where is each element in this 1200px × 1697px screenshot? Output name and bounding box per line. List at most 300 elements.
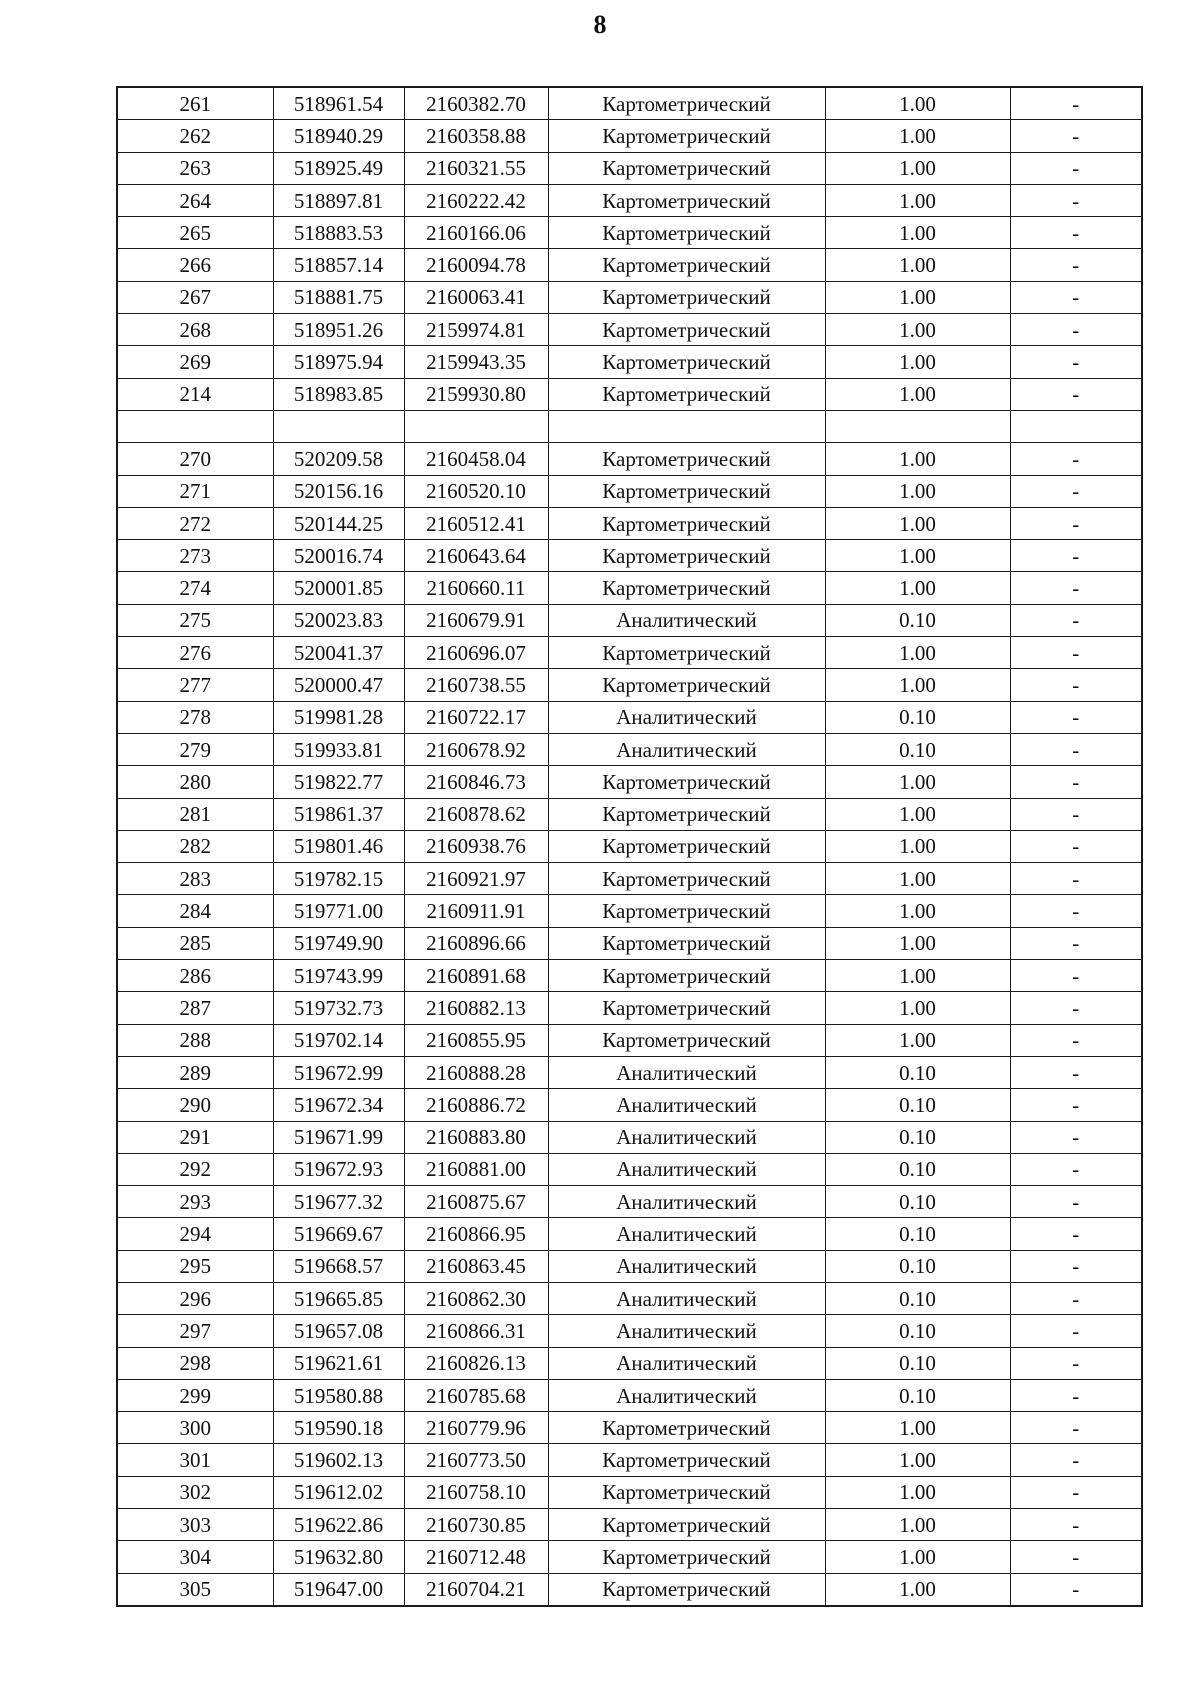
method-cell: Картометрический xyxy=(548,960,825,992)
accuracy-cell: 0.10 xyxy=(825,1379,1010,1411)
table-row xyxy=(117,798,1142,830)
point-number-cell: 287 xyxy=(117,992,273,1024)
method-cell: Картометрический xyxy=(548,1541,825,1573)
x-coordinate-cell: 518983.85 xyxy=(273,378,404,410)
point-number-cell: 276 xyxy=(117,637,273,669)
method-cell: Аналитический xyxy=(548,1218,825,1250)
method-cell: Картометрический xyxy=(548,249,825,281)
y-coordinate-cell: 2160911.91 xyxy=(404,895,548,927)
description-cell: - xyxy=(1010,1541,1142,1573)
x-coordinate-cell: 519671.99 xyxy=(273,1121,404,1153)
point-number-cell: 295 xyxy=(117,1250,273,1282)
y-coordinate-cell: 2160758.10 xyxy=(404,1476,548,1508)
y-coordinate-cell: 2160696.07 xyxy=(404,637,548,669)
table-row xyxy=(117,152,1142,184)
point-number-cell: 277 xyxy=(117,669,273,701)
accuracy-cell: 1.00 xyxy=(825,863,1010,895)
x-coordinate-cell: 519580.88 xyxy=(273,1379,404,1411)
point-number-cell: 304 xyxy=(117,1541,273,1573)
accuracy-cell: 0.10 xyxy=(825,604,1010,636)
method-cell: Аналитический xyxy=(548,1379,825,1411)
accuracy-cell: 1.00 xyxy=(825,1541,1010,1573)
description-cell: - xyxy=(1010,669,1142,701)
description-cell: - xyxy=(1010,830,1142,862)
y-coordinate-cell: 2160921.97 xyxy=(404,863,548,895)
point-number-cell: 275 xyxy=(117,604,273,636)
x-coordinate-cell: 518857.14 xyxy=(273,249,404,281)
table-row xyxy=(117,1218,1142,1250)
description-cell: - xyxy=(1010,1412,1142,1444)
accuracy-cell: 1.00 xyxy=(825,217,1010,249)
description-cell: - xyxy=(1010,701,1142,733)
y-coordinate-cell: 2160891.68 xyxy=(404,960,548,992)
description-cell: - xyxy=(1010,1476,1142,1508)
accuracy-cell: 1.00 xyxy=(825,314,1010,346)
point-number-cell: 271 xyxy=(117,475,273,507)
point-number-cell: 265 xyxy=(117,217,273,249)
x-coordinate-cell: 519677.32 xyxy=(273,1186,404,1218)
method-cell: Аналитический xyxy=(548,733,825,765)
method-cell: Картометрический xyxy=(548,378,825,410)
accuracy-cell: 0.10 xyxy=(825,1347,1010,1379)
description-cell: - xyxy=(1010,1218,1142,1250)
point-number-cell: 263 xyxy=(117,152,273,184)
point-number-cell: 274 xyxy=(117,572,273,604)
y-coordinate-cell: 2160883.80 xyxy=(404,1121,548,1153)
point-number-cell: 266 xyxy=(117,249,273,281)
x-coordinate-cell: 519647.00 xyxy=(273,1573,404,1606)
point-number-cell: 291 xyxy=(117,1121,273,1153)
point-number-cell: 279 xyxy=(117,733,273,765)
accuracy-cell: 1.00 xyxy=(825,992,1010,1024)
table-row xyxy=(117,249,1142,281)
coordinates-table-body xyxy=(117,87,1142,1606)
description-cell: - xyxy=(1010,1056,1142,1088)
y-coordinate-cell: 2160358.88 xyxy=(404,120,548,152)
point-number-cell: 290 xyxy=(117,1089,273,1121)
method-cell: Картометрический xyxy=(548,1509,825,1541)
description-cell: - xyxy=(1010,766,1142,798)
point-number-cell: 293 xyxy=(117,1186,273,1218)
table-row xyxy=(117,378,1142,410)
table-row xyxy=(117,1315,1142,1347)
x-coordinate-cell: 519632.80 xyxy=(273,1541,404,1573)
y-coordinate-cell: 2160862.30 xyxy=(404,1282,548,1314)
y-coordinate-cell: 2160886.72 xyxy=(404,1089,548,1121)
y-coordinate-cell: 2160846.73 xyxy=(404,766,548,798)
y-coordinate-cell: 2160722.17 xyxy=(404,701,548,733)
accuracy-cell: 1.00 xyxy=(825,1024,1010,1056)
accuracy-cell: 1.00 xyxy=(825,637,1010,669)
x-coordinate-cell: 518897.81 xyxy=(273,184,404,216)
description-cell: - xyxy=(1010,507,1142,539)
y-coordinate-cell: 2160878.62 xyxy=(404,798,548,830)
y-coordinate-cell: 2160896.66 xyxy=(404,927,548,959)
point-number-cell: 303 xyxy=(117,1509,273,1541)
description-cell: - xyxy=(1010,798,1142,830)
method-cell: Картометрический xyxy=(548,1573,825,1606)
method-cell: Картометрический xyxy=(548,830,825,862)
method-cell: Картометрический xyxy=(548,507,825,539)
description-cell: - xyxy=(1010,637,1142,669)
table-row xyxy=(117,1282,1142,1314)
point-number-cell: 294 xyxy=(117,1218,273,1250)
point-number-cell: 292 xyxy=(117,1153,273,1185)
description-cell: - xyxy=(1010,378,1142,410)
description-cell xyxy=(1010,410,1142,442)
y-coordinate-cell: 2160382.70 xyxy=(404,87,548,120)
x-coordinate-cell: 520016.74 xyxy=(273,540,404,572)
y-coordinate-cell: 2160321.55 xyxy=(404,152,548,184)
method-cell: Аналитический xyxy=(548,1089,825,1121)
point-number-cell: 284 xyxy=(117,895,273,927)
x-coordinate-cell: 520144.25 xyxy=(273,507,404,539)
table-row xyxy=(117,604,1142,636)
x-coordinate-cell: 519822.77 xyxy=(273,766,404,798)
method-cell: Аналитический xyxy=(548,1347,825,1379)
method-cell: Картометрический xyxy=(548,669,825,701)
method-cell: Картометрический xyxy=(548,184,825,216)
description-cell: - xyxy=(1010,540,1142,572)
method-cell: Аналитический xyxy=(548,1282,825,1314)
y-coordinate-cell: 2159930.80 xyxy=(404,378,548,410)
y-coordinate-cell: 2160512.41 xyxy=(404,507,548,539)
point-number-cell: 267 xyxy=(117,281,273,313)
accuracy-cell: 1.00 xyxy=(825,798,1010,830)
y-coordinate-cell: 2160660.11 xyxy=(404,572,548,604)
table-row xyxy=(117,1412,1142,1444)
y-coordinate-cell: 2160888.28 xyxy=(404,1056,548,1088)
table-row xyxy=(117,1186,1142,1218)
accuracy-cell: 1.00 xyxy=(825,895,1010,927)
x-coordinate-cell: 519749.90 xyxy=(273,927,404,959)
table-row xyxy=(117,281,1142,313)
method-cell: Картометрический xyxy=(548,540,825,572)
description-cell: - xyxy=(1010,572,1142,604)
x-coordinate-cell: 519602.13 xyxy=(273,1444,404,1476)
table-row xyxy=(117,346,1142,378)
y-coordinate-cell: 2160855.95 xyxy=(404,1024,548,1056)
point-number-cell: 273 xyxy=(117,540,273,572)
table-row xyxy=(117,895,1142,927)
accuracy-cell: 0.10 xyxy=(825,1218,1010,1250)
method-cell: Картометрический xyxy=(548,1024,825,1056)
accuracy-cell: 1.00 xyxy=(825,184,1010,216)
method-cell: Аналитический xyxy=(548,1315,825,1347)
point-number-cell: 296 xyxy=(117,1282,273,1314)
method-cell: Картометрический xyxy=(548,443,825,475)
description-cell: - xyxy=(1010,1250,1142,1282)
description-cell: - xyxy=(1010,217,1142,249)
point-number-cell: 305 xyxy=(117,1573,273,1606)
point-number-cell: 278 xyxy=(117,701,273,733)
accuracy-cell: 0.10 xyxy=(825,733,1010,765)
y-coordinate-cell: 2160678.92 xyxy=(404,733,548,765)
y-coordinate-cell: 2160882.13 xyxy=(404,992,548,1024)
y-coordinate-cell: 2160712.48 xyxy=(404,1541,548,1573)
method-cell: Аналитический xyxy=(548,604,825,636)
description-cell: - xyxy=(1010,346,1142,378)
accuracy-cell: 1.00 xyxy=(825,249,1010,281)
description-cell: - xyxy=(1010,281,1142,313)
y-coordinate-cell: 2159943.35 xyxy=(404,346,548,378)
x-coordinate-cell: 519590.18 xyxy=(273,1412,404,1444)
accuracy-cell: 1.00 xyxy=(825,1476,1010,1508)
table-row xyxy=(117,766,1142,798)
x-coordinate-cell: 519801.46 xyxy=(273,830,404,862)
x-coordinate-cell xyxy=(273,410,404,442)
accuracy-cell: 0.10 xyxy=(825,1186,1010,1218)
accuracy-cell xyxy=(825,410,1010,442)
x-coordinate-cell: 518940.29 xyxy=(273,120,404,152)
x-coordinate-cell: 519612.02 xyxy=(273,1476,404,1508)
x-coordinate-cell: 518975.94 xyxy=(273,346,404,378)
x-coordinate-cell: 520001.85 xyxy=(273,572,404,604)
point-number-cell: 297 xyxy=(117,1315,273,1347)
x-coordinate-cell: 519665.85 xyxy=(273,1282,404,1314)
y-coordinate-cell xyxy=(404,410,548,442)
method-cell: Аналитический xyxy=(548,1121,825,1153)
x-coordinate-cell: 519782.15 xyxy=(273,863,404,895)
y-coordinate-cell: 2160458.04 xyxy=(404,443,548,475)
x-coordinate-cell: 519933.81 xyxy=(273,733,404,765)
method-cell: Картометрический xyxy=(548,1476,825,1508)
method-cell: Картометрический xyxy=(548,863,825,895)
accuracy-cell: 0.10 xyxy=(825,1250,1010,1282)
y-coordinate-cell: 2160773.50 xyxy=(404,1444,548,1476)
y-coordinate-cell: 2160875.67 xyxy=(404,1186,548,1218)
description-cell: - xyxy=(1010,120,1142,152)
method-cell: Картометрический xyxy=(548,1412,825,1444)
y-coordinate-cell: 2160779.96 xyxy=(404,1412,548,1444)
table-row xyxy=(117,1379,1142,1411)
point-number-cell: 281 xyxy=(117,798,273,830)
method-cell: Картометрический xyxy=(548,87,825,120)
description-cell: - xyxy=(1010,1153,1142,1185)
x-coordinate-cell: 520023.83 xyxy=(273,604,404,636)
x-coordinate-cell: 519702.14 xyxy=(273,1024,404,1056)
method-cell xyxy=(548,410,825,442)
method-cell: Картометрический xyxy=(548,1444,825,1476)
x-coordinate-cell: 518881.75 xyxy=(273,281,404,313)
x-coordinate-cell: 519621.61 xyxy=(273,1347,404,1379)
description-cell: - xyxy=(1010,152,1142,184)
description-cell: - xyxy=(1010,1347,1142,1379)
table-row xyxy=(117,733,1142,765)
x-coordinate-cell: 519732.73 xyxy=(273,992,404,1024)
point-number-cell: 298 xyxy=(117,1347,273,1379)
point-number-cell: 262 xyxy=(117,120,273,152)
table-row xyxy=(117,184,1142,216)
point-number-cell: 286 xyxy=(117,960,273,992)
method-cell: Аналитический xyxy=(548,1250,825,1282)
accuracy-cell: 1.00 xyxy=(825,669,1010,701)
accuracy-cell: 1.00 xyxy=(825,378,1010,410)
y-coordinate-cell: 2160866.95 xyxy=(404,1218,548,1250)
description-cell: - xyxy=(1010,1444,1142,1476)
accuracy-cell: 1.00 xyxy=(825,475,1010,507)
method-cell: Картометрический xyxy=(548,346,825,378)
table-row xyxy=(117,830,1142,862)
description-cell: - xyxy=(1010,895,1142,927)
accuracy-cell: 1.00 xyxy=(825,1444,1010,1476)
table-row xyxy=(117,572,1142,604)
accuracy-cell: 1.00 xyxy=(825,830,1010,862)
y-coordinate-cell: 2160866.31 xyxy=(404,1315,548,1347)
y-coordinate-cell: 2160063.41 xyxy=(404,281,548,313)
y-coordinate-cell: 2160643.64 xyxy=(404,540,548,572)
description-cell: - xyxy=(1010,1282,1142,1314)
method-cell: Картометрический xyxy=(548,992,825,1024)
y-coordinate-cell: 2160730.85 xyxy=(404,1509,548,1541)
method-cell: Картометрический xyxy=(548,798,825,830)
x-coordinate-cell: 520041.37 xyxy=(273,637,404,669)
table-row xyxy=(117,443,1142,475)
method-cell: Картометрический xyxy=(548,281,825,313)
table-row xyxy=(117,87,1142,120)
table-row xyxy=(117,1573,1142,1606)
description-cell: - xyxy=(1010,1121,1142,1153)
accuracy-cell: 1.00 xyxy=(825,572,1010,604)
accuracy-cell: 1.00 xyxy=(825,540,1010,572)
table-row xyxy=(117,669,1142,701)
x-coordinate-cell: 518925.49 xyxy=(273,152,404,184)
method-cell: Картометрический xyxy=(548,766,825,798)
point-number-cell: 261 xyxy=(117,87,273,120)
accuracy-cell: 1.00 xyxy=(825,766,1010,798)
description-cell: - xyxy=(1010,1315,1142,1347)
description-cell: - xyxy=(1010,863,1142,895)
accuracy-cell: 1.00 xyxy=(825,120,1010,152)
table-row xyxy=(117,863,1142,895)
accuracy-cell: 1.00 xyxy=(825,960,1010,992)
method-cell: Картометрический xyxy=(548,927,825,959)
accuracy-cell: 1.00 xyxy=(825,281,1010,313)
accuracy-cell: 1.00 xyxy=(825,927,1010,959)
method-cell: Картометрический xyxy=(548,637,825,669)
description-cell: - xyxy=(1010,1509,1142,1541)
description-cell: - xyxy=(1010,443,1142,475)
point-number-cell: 299 xyxy=(117,1379,273,1411)
y-coordinate-cell: 2160520.10 xyxy=(404,475,548,507)
method-cell: Картометрический xyxy=(548,895,825,927)
table-row xyxy=(117,1250,1142,1282)
accuracy-cell: 1.00 xyxy=(825,507,1010,539)
method-cell: Аналитический xyxy=(548,1056,825,1088)
table-row xyxy=(117,1121,1142,1153)
table-row xyxy=(117,1444,1142,1476)
accuracy-cell: 1.00 xyxy=(825,1509,1010,1541)
accuracy-cell: 0.10 xyxy=(825,1056,1010,1088)
point-number-cell xyxy=(117,410,273,442)
point-number-cell: 302 xyxy=(117,1476,273,1508)
y-coordinate-cell: 2160863.45 xyxy=(404,1250,548,1282)
description-cell: - xyxy=(1010,960,1142,992)
description-cell: - xyxy=(1010,184,1142,216)
description-cell: - xyxy=(1010,87,1142,120)
point-number-cell: 268 xyxy=(117,314,273,346)
description-cell: - xyxy=(1010,604,1142,636)
description-cell: - xyxy=(1010,992,1142,1024)
x-coordinate-cell: 520156.16 xyxy=(273,475,404,507)
method-cell: Картометрический xyxy=(548,120,825,152)
table-row xyxy=(117,540,1142,572)
x-coordinate-cell: 518951.26 xyxy=(273,314,404,346)
x-coordinate-cell: 518961.54 xyxy=(273,87,404,120)
description-cell: - xyxy=(1010,1024,1142,1056)
table-row xyxy=(117,1509,1142,1541)
method-cell: Аналитический xyxy=(548,1153,825,1185)
point-number-cell: 300 xyxy=(117,1412,273,1444)
accuracy-cell: 1.00 xyxy=(825,152,1010,184)
y-coordinate-cell: 2160679.91 xyxy=(404,604,548,636)
method-cell: Аналитический xyxy=(548,701,825,733)
table-row xyxy=(117,314,1142,346)
description-cell: - xyxy=(1010,733,1142,765)
description-cell: - xyxy=(1010,1186,1142,1218)
accuracy-cell: 0.10 xyxy=(825,1153,1010,1185)
method-cell: Картометрический xyxy=(548,217,825,249)
x-coordinate-cell: 519622.86 xyxy=(273,1509,404,1541)
description-cell: - xyxy=(1010,927,1142,959)
table-row xyxy=(117,410,1142,442)
table-row xyxy=(117,1089,1142,1121)
y-coordinate-cell: 2160881.00 xyxy=(404,1153,548,1185)
x-coordinate-cell: 518883.53 xyxy=(273,217,404,249)
point-number-cell: 272 xyxy=(117,507,273,539)
description-cell: - xyxy=(1010,1089,1142,1121)
x-coordinate-cell: 519743.99 xyxy=(273,960,404,992)
point-number-cell: 285 xyxy=(117,927,273,959)
page-number: 8 xyxy=(593,10,607,39)
x-coordinate-cell: 519672.34 xyxy=(273,1089,404,1121)
y-coordinate-cell: 2160738.55 xyxy=(404,669,548,701)
accuracy-cell: 0.10 xyxy=(825,1121,1010,1153)
x-coordinate-cell: 519981.28 xyxy=(273,701,404,733)
accuracy-cell: 0.10 xyxy=(825,701,1010,733)
table-row xyxy=(117,1541,1142,1573)
table-row xyxy=(117,1056,1142,1088)
x-coordinate-cell: 519771.00 xyxy=(273,895,404,927)
y-coordinate-cell: 2160166.06 xyxy=(404,217,548,249)
table-row xyxy=(117,217,1142,249)
method-cell: Картометрический xyxy=(548,152,825,184)
y-coordinate-cell: 2160222.42 xyxy=(404,184,548,216)
x-coordinate-cell: 519668.57 xyxy=(273,1250,404,1282)
accuracy-cell: 1.00 xyxy=(825,443,1010,475)
y-coordinate-cell: 2160704.21 xyxy=(404,1573,548,1606)
point-number-cell: 282 xyxy=(117,830,273,862)
y-coordinate-cell: 2159974.81 xyxy=(404,314,548,346)
point-number-cell: 289 xyxy=(117,1056,273,1088)
table-row xyxy=(117,507,1142,539)
x-coordinate-cell: 520209.58 xyxy=(273,443,404,475)
accuracy-cell: 1.00 xyxy=(825,87,1010,120)
point-number-cell: 270 xyxy=(117,443,273,475)
description-cell: - xyxy=(1010,249,1142,281)
method-cell: Картометрический xyxy=(548,314,825,346)
description-cell: - xyxy=(1010,475,1142,507)
x-coordinate-cell: 519657.08 xyxy=(273,1315,404,1347)
point-number-cell: 269 xyxy=(117,346,273,378)
table-row xyxy=(117,120,1142,152)
table-row xyxy=(117,637,1142,669)
point-number-cell: 288 xyxy=(117,1024,273,1056)
accuracy-cell: 0.10 xyxy=(825,1282,1010,1314)
point-number-cell: 301 xyxy=(117,1444,273,1476)
point-number-cell: 264 xyxy=(117,184,273,216)
y-coordinate-cell: 2160785.68 xyxy=(404,1379,548,1411)
